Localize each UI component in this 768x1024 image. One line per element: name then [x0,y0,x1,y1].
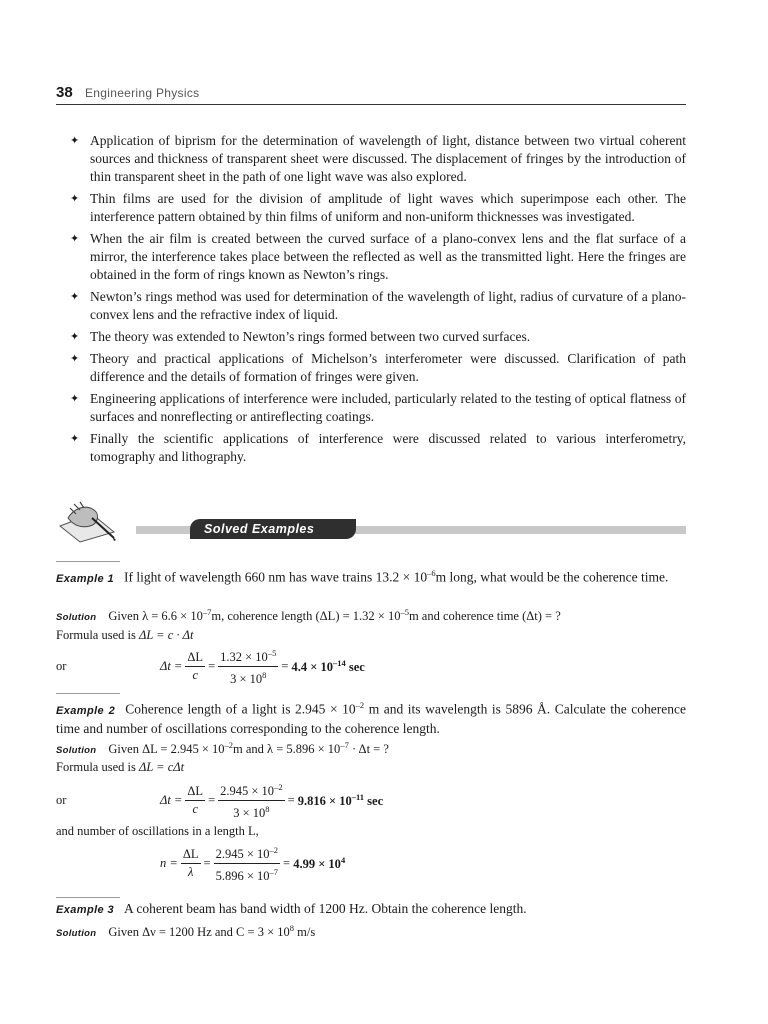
oscillation-text: and number of oscillations in a length L, [56,824,259,838]
summary-item: ✦ Thin films are used for the division of amplitude of light waves which superimpose each other. The interference pattern obtained by thin films of uniform and non-uniform thicknesses was investigated. [70,191,686,224]
example-2-formula: Formula used is ΔL = cΔt [56,760,185,774]
or-label: or [56,793,67,807]
example-1-equation: Δt = $\frac{\Delta L}{c}$ = $\frac{1.32 \times 10^{-5}}{3 \times 10^8}$ = $4.4 \times 10^{-14}$ sec [160,648,365,687]
result: $4.99 \times 10^4$ [293,855,346,872]
summary-item: ✦ Engineering applications of interference were included, particularly related to the testing of optical flatness of surfaces and nonreflecting or antireflecting coatings. [70,391,686,424]
diamond-bullet-icon: ✦ [70,193,80,205]
page-header [56,84,686,105]
diamond-bullet-icon: ✦ [70,233,80,245]
diamond-bullet-icon: ✦ [70,433,80,445]
example-label: Example 2 [56,704,116,717]
page-number: 38 [56,84,73,101]
example-1-question: Example 1 If light of wavelength 660 nm has wave trains $13.2 \times 10^{-6}m$ long, what would be the coherence time. [56,568,669,585]
example-label: Example 3 [56,904,115,916]
example-3-question: Example 3 A coherent beam has band width of 1200 Hz. Obtain the coherence length. [56,901,527,916]
example-2-solution: Solution Given $\Delta L = 2.945 \times 10^{-2}m$ and $\lambda = 5.896 \times 10^{-7} \cdot \Delta t$ = ? [56,740,389,757]
book-title: Engineering Physics [85,86,200,100]
solution-label: Solution [56,928,97,940]
result: $4.4 \times 10^{-14}$ sec [291,658,365,675]
example-label: Example 1 [56,572,115,585]
summary-list [70,132,686,470]
example-2-question: Example 2 Coherence length of a light is $2.945 \times 10^{-2}$ m and its wavelength is 5896 Å. Calculate the coherence time and number of oscillations corresponding to the coherence length. [56,700,686,736]
example-2-equation-1: Δt = $\frac{\Delta L}{c}$ = $\frac{2.945 \times 10^{-2}}{3 \times 10^8}$ = $9.816 \times 10^{-11}$ sec [160,782,384,821]
diamond-bullet-icon: ✦ [70,353,80,365]
example-rule [56,693,120,694]
diamond-bullet-icon: ✦ [70,331,80,343]
diamond-bullet-icon: ✦ [70,135,80,147]
or-label: or [56,659,67,673]
section-title: Solved Examples [190,519,356,539]
result: $9.816 \times 10^{-11}$ sec [297,792,384,809]
example-3-solution: Solution Given Δν = 1200 Hz and $C = 3 \times 10^8$ m/s [56,923,316,940]
diamond-bullet-icon: ✦ [70,393,80,405]
summary-item: ✦ The theory was extended to Newton’s rings formed between two curved surfaces. [70,329,531,344]
solved-examples-banner [56,496,686,544]
solution-label: Solution [56,745,97,757]
example-rule [56,897,120,898]
diamond-bullet-icon: ✦ [70,291,80,303]
example-rule [56,561,120,562]
example-1-solution: Solution Given $\lambda = 6.6 \times 10^{-7}m$, coherence length $(\Delta L) = 1.32 \times 10^{-5}m$ and coherence time (Δt) = ? [56,607,561,624]
example-1-formula: Formula used is ΔL = c · Δt [56,628,194,642]
summary-item: ✦ Newton’s rings method was used for determination of the wavelength of light, radius of curvature of a plano-convex lens and the refractive index of liquid. [70,289,686,322]
summary-item: ✦ Finally the scientific applications of interference were discussed related to various interferometry, tomography and lithography. [70,431,686,464]
solution-label: Solution [56,612,97,624]
summary-item: ✦ Theory and practical applications of Michelson’s interferometer were discussed. Clarification of path difference and the details of formation of fringes were given. [70,351,686,384]
summary-item: ✦ Application of biprism for the determination of wavelength of light, distance between two virtual coherent sources and thickness of transparent sheet were discussed. The displacement of fringes by the introduction of thin transparent sheet in the path of one light wave was also explored. [70,133,686,184]
summary-item: ✦ When the air film is created between the curved surface of a plano-convex lens and the flat surface of a mirror, the interference takes place between the reflected as well as the transmitted light. Here the fringes are obtained in the form of rings known as Newton’s rings. [70,231,686,282]
hand-writing-icon [56,496,130,544]
example-2-equation-2: n = $\frac{\Delta L}{\lambda}$ = $\frac{2.945 \times 10^{-2}}{5.896 \times 10^{-7}}$ = $4.99 \times 10^4$ [160,845,346,884]
